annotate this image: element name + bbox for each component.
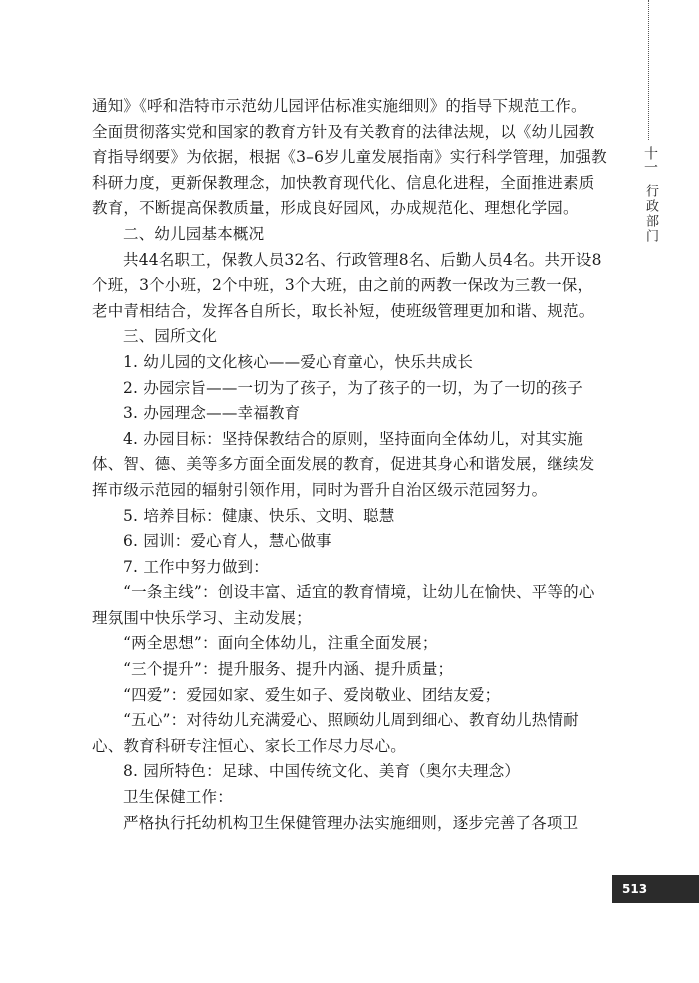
paragraph: “两全思想”：面向全体幼儿，注重全面发展； — [123, 634, 438, 653]
paragraph: 严格执行托幼机构卫生保健管理办法实施细则，逐步完善了各项卫 — [123, 813, 579, 832]
body-text — [92, 94, 608, 836]
page-number-tab — [612, 875, 699, 903]
paragraph: “一条主线”：创设丰富、适宜的教育情境，让幼儿在愉快、平等的心理氛围中快乐学习、主动发展； — [92, 583, 595, 627]
paragraph: 8. 园所特色：足球、中国传统文化、美育（奥尔夫理念） — [123, 762, 521, 781]
paragraph: 卫生保健工作： — [123, 788, 233, 807]
paragraph: 4. 办园目标：坚持保教结合的原则，坚持面向全体幼儿，对其实施体、智、德、美等多方面全面发展的教育，促进其身心和谐发展，继续发挥市级示范园的辐射引领作用，同时为晋升自治区级示范园努力。 — [92, 429, 595, 499]
paragraph: “五心”：对待幼儿充满爱心、照顾幼儿周到细心、教育幼儿热情耐心、教育科研专注恒心、家长工作尽力尽心。 — [92, 711, 579, 755]
paragraph: 5. 培养目标：健康、快乐、文明、聪慧 — [123, 506, 395, 525]
dotted-divider — [648, 0, 649, 140]
paragraph: 3. 办园理念——幸福教育 — [123, 404, 301, 423]
paragraph: 1. 幼儿园的文化核心——爱心育童心，快乐共成长 — [123, 352, 474, 371]
paragraph: 2. 办园宗旨——一切为了孩子，为了孩子的一切，为了一切的孩子 — [123, 378, 583, 397]
paragraph: “四爱”：爱园如家、爱生如子、爱岗敬业、团结友爱； — [123, 685, 501, 704]
department-label: 行政部门 — [643, 184, 658, 244]
paragraph: “三个提升”：提升服务、提升内涵、提升质量； — [123, 660, 454, 679]
paragraph: 三、园所文化 — [123, 327, 218, 346]
chapter-label — [636, 146, 664, 244]
page-number: 513 — [622, 882, 648, 896]
chapter-number: 十一 — [642, 146, 658, 174]
paragraph: 6. 园训：爱心育人，慧心做事 — [123, 532, 332, 551]
paragraph: 共44名职工，保教人员32名、行政管理8名、后勤人员4名。共开设8个班，3个小班，2个中班，3个大班，由之前的两教一保改为三教一保，老中青相结合，发挥各自所长，取长补短，使班级管理更加和谐、规范。 — [92, 250, 602, 320]
paragraph: 二、幼儿园基本概况 — [123, 224, 265, 243]
paragraph: 通知》《呼和浩特市示范幼儿园评估标准实施细则》的指导下规范工作。 — [92, 97, 587, 115]
paragraph: 7. 工作中努力做到： — [123, 557, 269, 576]
paragraph: 全面贯彻落实党和国家的教育方针及有关教育的法律法规，以《幼儿园教育指导纲要》为依据，根据《3–6岁儿童发展指南》实行科学管理，加强教科研力度，更新保教理念，加快教育现代化、信息化进程，全面推进素质教育，不断提高保教质量，形成良好园风，办成规范化、理想化学园。 — [92, 122, 607, 218]
chapter-side-tab — [636, 0, 664, 250]
